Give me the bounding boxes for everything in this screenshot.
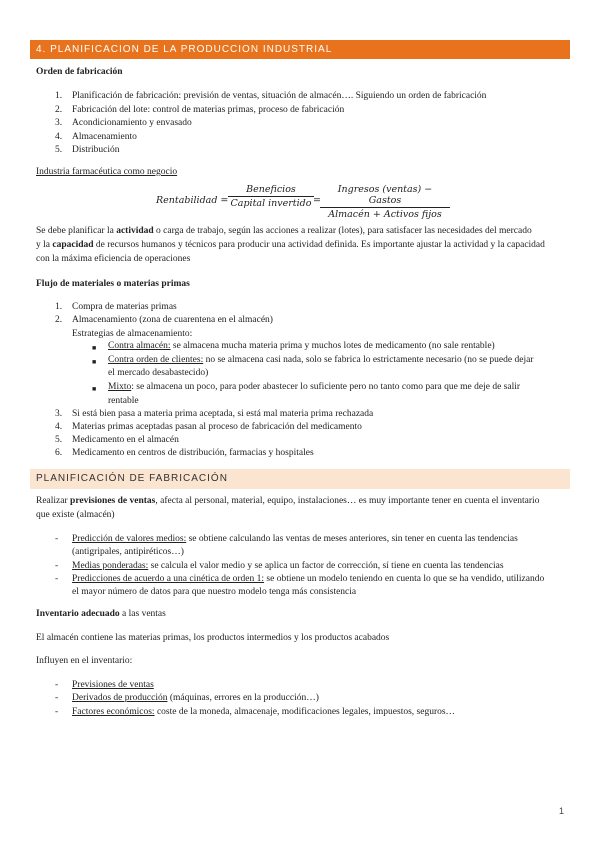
square-bullet-icon: ■ xyxy=(92,385,97,393)
list-item: Si está bien pasa a materia prima aceptada, si está mal materia prima rechazada xyxy=(72,409,374,419)
square-bullet-icon: ■ xyxy=(92,344,97,352)
document-page: 4. PLANIFICACION DE LA PRODUCCION INDUSTRIAL Orden de fabricación 1. Planificación de fabricación: previsión de ventas, situación de almacén…. Siguiendo un orden de fabricación 2. Fabricación del lote: control de materias primas, proceso de fabricación 3. Acondicionamiento y envasado 4. Almacenamiento 5. Distribución Industria farmacéutica como negocio Rentabilidad = Beneficios Capital invertido = Ingresos (ventas) − Gastos Almacén + Activos fijos Se debe planificar la actividad o carga de trabajo, según las acciones a realizar (lotes), para satisfacer las necesidades del mercado y la capacidad de recursos humanos y técnicos para producir una actividad definida. Es importante ajustar la actividad y la capacidad con la máxima eficiencia de operaciones Flujo de materiales o materias primas 1. Compra de materias primas 2. Almacenamiento (zona de cuarentena en el almacén) Estrategias de almacenamiento: ■ Contra almacén: se almacena mucha materia prima y muchos lotes de medicamento (no sale rentable) ■ Contra orden de clientes: no se almacena casi nada, solo se fabrica lo estrictamente necesario (no se puede dejar el mercado desabastecido) ■ Mixto: se almacena un poco, para poder abastecer lo suficiente pero no tanto como para que me deje de salir rentable 3. Si está bien pasa a materia prima aceptada, si está mal materia prima rechazada 4. Materias primas aceptadas pasan al proceso de fabricación del medicamento 5. Medicamento en el almacén 6. Medicamento en centros de distribución, farmacias y hospitales PLANIFICACIÓN DE FABRICACIÓN Realizar previsiones de ventas, afecta al personal, material, equipo, instalaciones… es muy importante tener en cuenta el inventario que existe (almacén) - Predicción de valores medios: se obtiene calculando las ventas de meses anteriores, sin tener en cuenta las tendencias (antigripales, antipiréticos…) - Medias ponderadas: se calcula el valor medio y se aplica un factor de corrección, sí tiene en cuenta las tendencias - Predicciones de acuerdo a una cinética de orden 1: se obtiene un modelo teniendo en cuenta lo que se ha vendido, utilizando el mayor número de datos para que nuestro modelo tenga más consistencia Inventario adecuado a las ventas El almacén contiene las materias primas, los productos intermedios y los productos acabados Influyen en el inventario: - Previsiones de ventas - Derivados de producción (máquinas, errores en la producción…) - Factores económicos: coste de la moneda, almacenaje, modificaciones legales, impuestos, seguros… 1 xyxy=(0,0,600,848)
page-number: 1 xyxy=(559,806,565,816)
estrategias-label: Estrategias de almacenamiento: xyxy=(72,329,193,339)
fraction-2: Ingresos (ventas) − Gastos Almacén + Activos fijos xyxy=(320,184,450,220)
list-item: Acondicionamiento y envasado xyxy=(72,118,192,128)
list-item: Planificación de fabricación: previsión de ventas, situación de almacén…. Siguiendo un orden de fabricación xyxy=(72,91,487,101)
fraction-1: Beneficios Capital invertido xyxy=(228,184,314,209)
section-heading-planificacion-produccion: 4. PLANIFICACION DE LA PRODUCCION INDUSTRIAL xyxy=(30,40,570,59)
list-item: Compra de materias primas xyxy=(72,302,177,312)
industria-label: Industria farmacéutica como negocio xyxy=(36,167,178,177)
method-item: Predicción de valores medios: se obtiene calculando las ventas de meses anteriores, sin tener en cuenta las tendencias xyxy=(72,534,518,544)
square-bullet-icon: ■ xyxy=(92,358,97,366)
list-item: Distribución xyxy=(72,145,120,155)
estrategia-item: Contra orden de clientes: no se almacena casi nada, solo se fabrica lo estrictamente necesario (no se puede dejar xyxy=(108,355,534,365)
inventario-title: Inventario adecuado a las ventas xyxy=(36,609,166,619)
estrategia-item: Mixto: se almacena un poco, para poder abastecer lo suficiente pero no tanto como para que me deje de salir xyxy=(108,382,521,392)
factor-item: Derivados de producción (máquinas, errores en la producción…) xyxy=(72,693,319,703)
factor-item: Previsiones de ventas xyxy=(72,680,154,690)
rentabilidad-formula: Rentabilidad = Beneficios Capital invertido = Ingresos (ventas) − Gastos Almacén + Activos fijos xyxy=(150,182,450,218)
list-item: Materias primas aceptadas pasan al proceso de fabricación del medicamento xyxy=(72,422,362,432)
formula-lhs: Rentabilidad = xyxy=(156,195,229,206)
influyen-label: Influyen en el inventario: xyxy=(36,656,133,666)
list-item: Almacenamiento (zona de cuarentena en el almacén) xyxy=(72,315,273,325)
list-item: Medicamento en centros de distribución, farmacias y hospitales xyxy=(72,448,314,458)
list-item: Almacenamiento xyxy=(72,132,137,142)
factor-item: Factores económicos: coste de la moneda, almacenaje, modificaciones legales, impuestos, seguros… xyxy=(72,707,456,717)
method-item: Predicciones de acuerdo a una cinética de orden 1: se obtiene un modelo teniendo en cuenta lo que se ha vendido, utilizando xyxy=(72,574,545,584)
method-item: Medias ponderadas: se calcula el valor medio y se aplica un factor de corrección, sí tiene en cuenta las tendencias xyxy=(72,561,504,571)
list-item: Medicamento en el almacén xyxy=(72,435,179,445)
list-item: Fabricación del lote: control de materias primas, proceso de fabricación xyxy=(72,105,345,115)
orden-fabricacion-title: Orden de fabricación xyxy=(36,67,123,77)
flujo-title: Flujo de materiales o materias primas xyxy=(36,279,190,289)
estrategia-item: Contra almacén: se almacena mucha materia prima y muchos lotes de medicamento (no sale rentable) xyxy=(108,341,495,351)
almacen-paragraph: El almacén contiene las materias primas, los productos intermedios y los productos acabados xyxy=(36,633,390,643)
section-heading-planificacion-fabricacion: PLANIFICACIÓN DE FABRICACIÓN xyxy=(30,469,570,489)
